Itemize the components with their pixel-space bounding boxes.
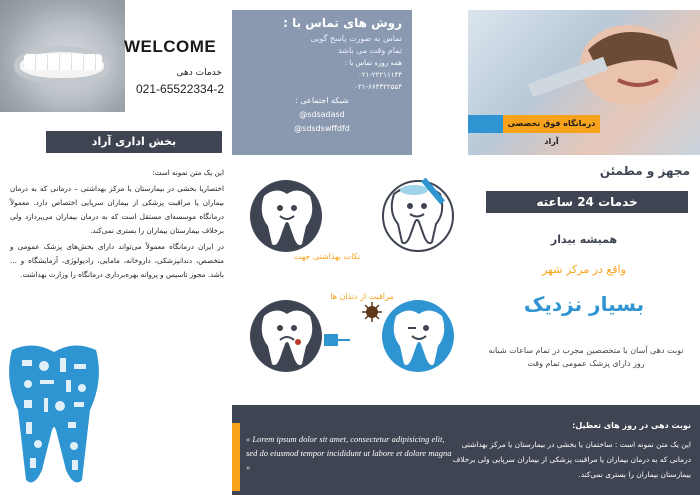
welcome-title: WELCOME bbox=[124, 37, 217, 56]
services-24h: خدمات 24 ساعته bbox=[536, 195, 638, 209]
dental-treatment-illustration bbox=[468, 10, 700, 155]
department-body bbox=[10, 166, 224, 284]
footer-band bbox=[232, 405, 700, 495]
phone-number: 021-65522334-2 bbox=[136, 82, 225, 96]
happy-tooth-icon bbox=[258, 186, 316, 248]
social-handle: sdsadasd@ bbox=[299, 110, 345, 119]
dept-paragraph: در ایران درمانگاه معمولاً می‌تواند دارای بخش‌های پزشک عمومی و متخصص، دندانپزشکی، داروخانه، مامایی، رادیولوژی، آزمایشگاه و ... باشد. مجوز تاسیس و پروانه بهره‌برداری درمانگاه را وزارت بهداشت. bbox=[10, 242, 224, 279]
appointment-desc: نوبت دهی آسان با متخصصین مجرب در تمام ساعات شبانه روز دارای پزشک عمومی تمام وقت bbox=[488, 346, 684, 368]
contact-heading: روش های تماس با : bbox=[283, 16, 402, 30]
holiday-title: نوبت دهی در روز های تعطیل: bbox=[572, 421, 691, 430]
footer-accent bbox=[232, 423, 240, 491]
tooth-collage-icon bbox=[4, 340, 104, 490]
contact-line: تمام وقت می باشد bbox=[338, 46, 402, 55]
contact-box bbox=[232, 10, 412, 155]
always-awake: همیشه بیدار bbox=[550, 233, 618, 246]
winking-tooth-icon bbox=[390, 306, 448, 368]
contact-phone: ۰۲۱-۶۶۳۳۲۲۵۵۴ bbox=[354, 83, 402, 91]
teeth-graphic bbox=[24, 54, 102, 70]
contact-line: تماس به صورت پاسخ گویی bbox=[310, 34, 402, 43]
contact-hours: همه روزه تماس با : bbox=[344, 59, 402, 67]
social-handle: sdsdswffdfd@ bbox=[294, 124, 350, 133]
very-close: بسیار نزدیک bbox=[523, 292, 645, 316]
holiday-body: این یک متن نمونه است : ساختمان یا بخشی در بیمارستان یا مرکز بهداشتی درمانی که به درمان بیماران یا مراقبت پزشکی از بیماران سرپایی ولی برخلاف بیمارستان بیماران را بستری نمی‌کند. bbox=[452, 440, 691, 479]
sad-tooth-icon bbox=[258, 306, 316, 368]
contact-phone: ۰۲۱-۲۲۲۱۱۱۴۴ bbox=[358, 71, 402, 79]
caption-hygiene: نکات بهداشتی جهت bbox=[293, 252, 361, 261]
dept-paragraph: این یک متن نمونه است: bbox=[152, 168, 224, 177]
location-line: واقع در مرکز شهر bbox=[542, 263, 626, 276]
left-panel bbox=[0, 0, 232, 495]
germ-icon bbox=[360, 300, 384, 324]
clinic-name: درمانگاه فوق تخصصی آراد bbox=[503, 115, 600, 133]
services-label: خدمات دهی bbox=[176, 68, 222, 78]
smile-photo bbox=[0, 0, 125, 112]
department-title: بخش اداری آراد bbox=[46, 131, 222, 153]
social-title: شبکه اجتماعی : bbox=[295, 96, 349, 105]
brushing-tooth-icon bbox=[378, 172, 458, 250]
dentist-photo bbox=[468, 10, 700, 155]
equipped-heading: مجهز و مطمئن bbox=[599, 164, 690, 178]
dept-paragraph: اختصاریا بخشی در بیمارستان یا مرکز بهداشتی – درمانی که به درمان بیماران یا مراقبت پزشکی از بیماران سرپایی اختصاص دارد. معمولاً درمانگاه موسسه‌ای مستقل است که به درمان بیماران می‌پردازد ولی برخلاف بیمارستان بیماران را بستری نمی‌کند. bbox=[10, 184, 224, 235]
latin-quote: « Lorem ipsum dolor sit amet, consectetur adipisicing elit, sed do eiusmod tempor incididunt ut labore et dolore magna » bbox=[246, 434, 452, 472]
dental-floss-icon bbox=[322, 328, 352, 352]
dental-icon-collage bbox=[4, 340, 104, 490]
caption-care: مراقبت از دندان ها bbox=[330, 292, 394, 301]
